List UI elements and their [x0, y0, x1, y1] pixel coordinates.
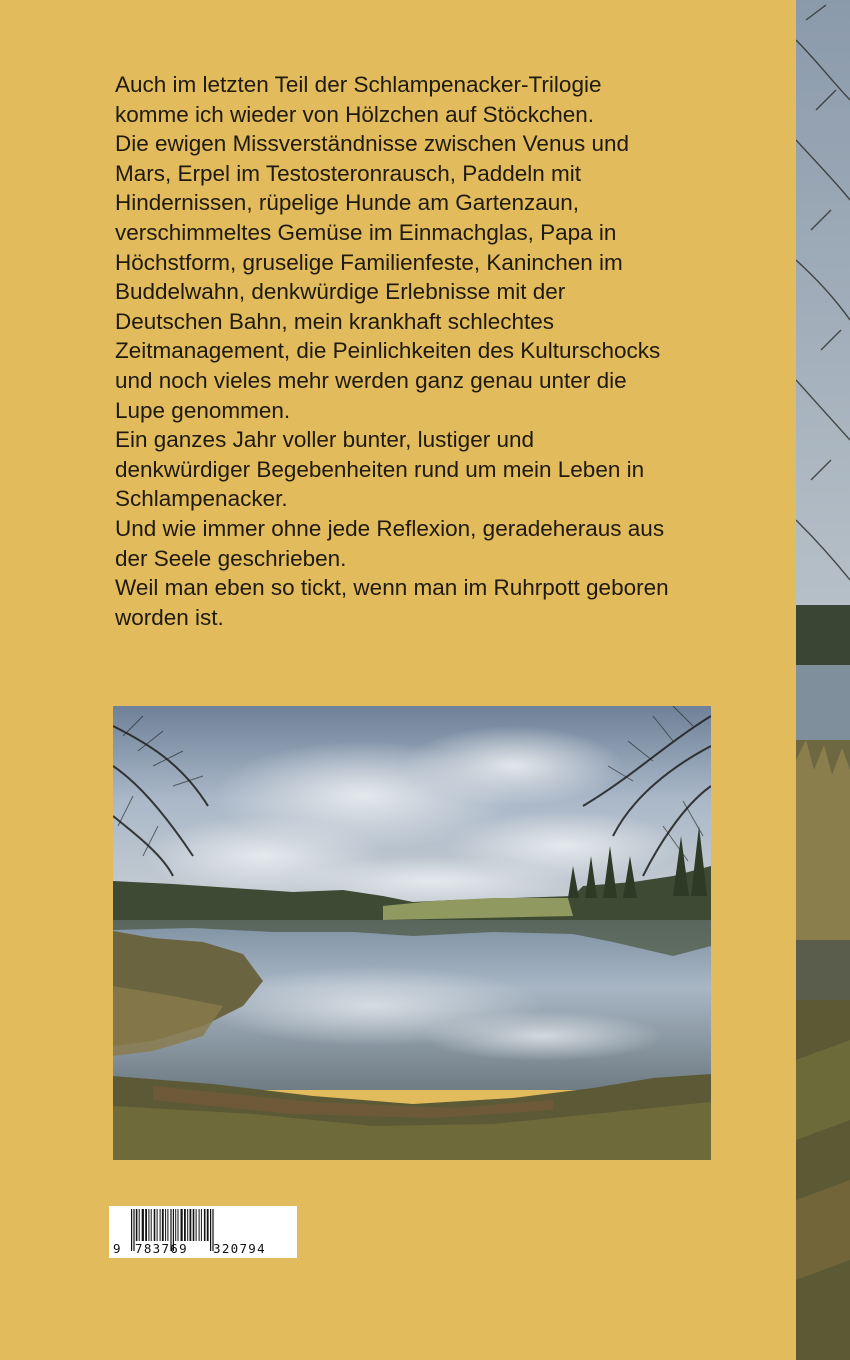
barcode-bar	[193, 1209, 195, 1241]
barcode-bar	[201, 1209, 202, 1241]
blurb-line: Ein ganzes Jahr voller bunter, lustiger und	[115, 427, 534, 453]
barcode-bar	[157, 1209, 158, 1241]
blurb-line: Die ewigen Missverständnisse zwischen Venus und	[115, 131, 630, 157]
wraparound-photo-strip	[796, 0, 850, 1360]
barcode-bar	[184, 1209, 186, 1241]
barcode-right-group: 320794	[213, 1241, 266, 1256]
blurb-text	[115, 70, 715, 632]
barcode-bar	[175, 1209, 176, 1241]
blurb-line: worden ist.	[115, 604, 224, 630]
barcode-bar	[196, 1209, 197, 1241]
blurb-line: der Seele geschrieben.	[115, 545, 347, 571]
lake-landscape-photo	[113, 706, 711, 1160]
blurb-line: Hindernissen, rüpelige Hunde am Gartenzaun,	[115, 190, 580, 216]
barcode-first-digit: 9	[113, 1241, 121, 1256]
isbn-barcode	[109, 1206, 297, 1258]
blurb-line: Deutschen Bahn, mein krankhaft schlechtes	[115, 308, 554, 334]
blurb-line: denkwürdiger Begebenheiten rund um mein Leben in	[115, 456, 645, 482]
blurb-line: Zeitmanagement, die Peinlichkeiten des Kulturschocks	[115, 338, 661, 364]
barcode-bar	[199, 1209, 200, 1241]
barcode-bar	[207, 1209, 209, 1241]
blurb-line: Höchstform, gruselige Familienfeste, Kaninchen im	[115, 249, 623, 275]
barcode-bar	[136, 1209, 138, 1241]
barcode-bar	[142, 1209, 144, 1241]
blurb-line: verschimmeltes Gemüse im Einmachglas, Papa in	[115, 219, 617, 245]
blurb-line: Schlampenacker.	[115, 486, 288, 512]
barcode-bar	[178, 1209, 179, 1241]
barcode-bar	[151, 1209, 152, 1241]
blurb-line: Weil man eben so tickt, wenn man im Ruhrpott geboren	[115, 575, 669, 601]
barcode-bar	[154, 1209, 156, 1241]
blurb-line: komme ich wieder von Hölzchen auf Stöckchen.	[115, 101, 594, 127]
blurb-line: Mars, Erpel im Testosteronrausch, Paddeln mit	[115, 160, 582, 186]
barcode-digits	[109, 1241, 297, 1255]
blurb-line: Auch im letzten Teil der Schlampenacker-Trilogie	[115, 72, 602, 97]
barcode-bar	[204, 1209, 206, 1241]
barcode-bar	[187, 1209, 188, 1241]
barcode-bar	[162, 1209, 164, 1241]
barcode-bar	[167, 1209, 168, 1241]
barcode-bar	[160, 1209, 161, 1241]
barcode-bar	[181, 1209, 183, 1241]
blurb-line: Buddelwahn, denkwürdige Erlebnisse mit der	[115, 279, 566, 305]
barcode-bar	[165, 1209, 166, 1241]
blurb-line: Und wie immer ohne jede Reflexion, geradeheraus aus	[115, 515, 665, 541]
barcode-bar	[139, 1209, 140, 1241]
barcode-bar	[148, 1209, 149, 1241]
barcode-bar	[145, 1209, 147, 1241]
blurb-line: Lupe genommen.	[115, 397, 291, 423]
barcode-left-group: 783769	[135, 1241, 188, 1256]
barcode-bar	[190, 1209, 192, 1241]
blurb-line: und noch vieles mehr werden ganz genau unter die	[115, 367, 627, 393]
